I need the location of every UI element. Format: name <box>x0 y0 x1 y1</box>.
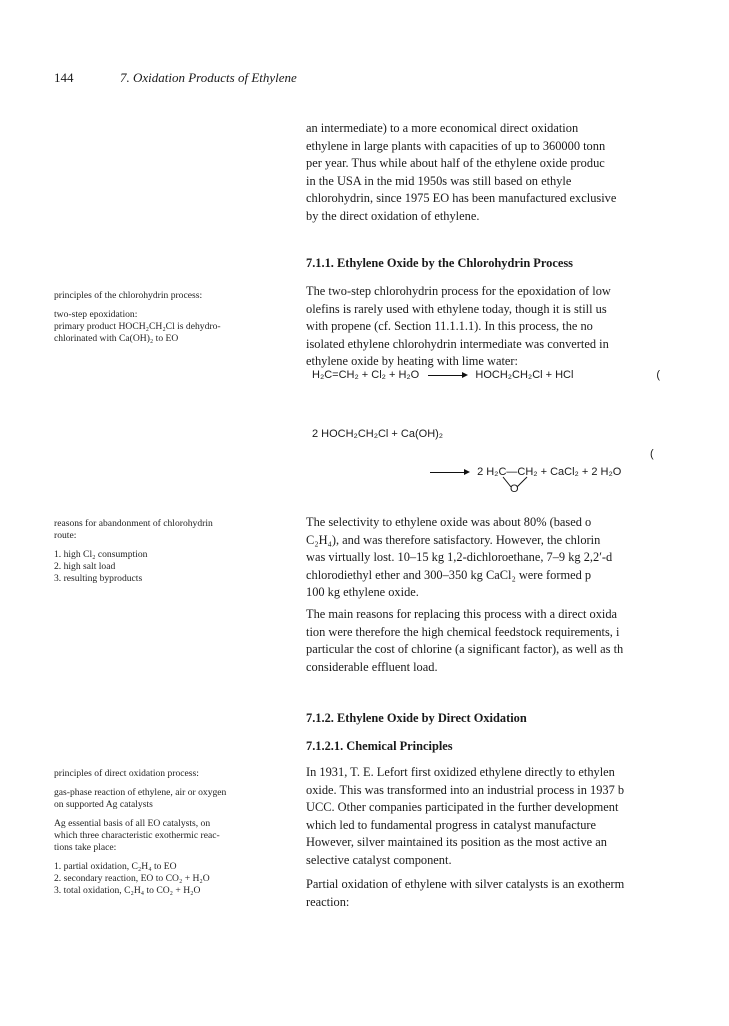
margin-note-direct-oxidation <box>54 768 279 897</box>
text-line: selective catalyst component. <box>306 852 452 867</box>
selectivity-paragraph <box>306 514 666 602</box>
text-line: However, silver maintained its position as the most active an <box>306 835 607 850</box>
text-line: 100 kg ethylene oxide. <box>306 585 419 600</box>
text-line: ethylene oxide by heating with lime water: <box>306 354 518 369</box>
equation-reactants: H₂C=CH₂ + Cl₂ + H₂O <box>312 369 420 381</box>
margin-note-line: two-step epoxidation: <box>54 309 138 320</box>
text-line: particular the cost of chlorine (a significant factor), as well as th <box>306 642 624 657</box>
margin-note-line: on supported Ag catalysts <box>54 799 153 810</box>
equation-products: 2 H₂C—CH₂ + CaCl₂ + 2 H₂O <box>477 466 622 478</box>
text-line: oxide. This was transformed into an industrial process in 1937 b <box>306 782 625 797</box>
margin-note-title: route: <box>54 530 77 541</box>
text-line: tion were therefore the high chemical feedstock requirements, i <box>306 624 620 639</box>
text-line: an intermediate) to a more economical direct oxidation <box>306 121 579 135</box>
text-line: chlorohydrin, since 1975 EO has been manufactured exclusive <box>306 191 617 206</box>
text-line: UCC. Other companies participated in the further development <box>306 800 619 815</box>
margin-note-line: tions take place: <box>54 842 117 853</box>
text-line: The main reasons for replacing this process with a direct oxida <box>306 607 618 621</box>
margin-note-line: chlorinated with Ca(OH)₂ to EO <box>54 333 179 344</box>
text-line: ethylene in large plants with capacities of up to 360000 tonn <box>306 138 606 153</box>
list-item: 3. resulting byproducts <box>54 573 143 584</box>
text-line: by the direct oxidation of ethylene. <box>306 208 480 223</box>
equation-2-reactants: 2 HOCH₂CH₂Cl + Ca(OH)₂ <box>312 428 444 440</box>
text-line: The selectivity to ethylene oxide was about 80% (based o <box>306 515 592 529</box>
text-line: in the USA in the mid 1950s was still based on ethyle <box>306 173 572 188</box>
list-item: 1. high Cl₂ consumption <box>54 549 148 560</box>
list-item: 3. total oxidation, C₂H₄ to CO₂ + H₂O <box>54 885 201 896</box>
text-line: reaction: <box>306 894 350 909</box>
margin-note-line: Ag essential basis of all EO catalysts, on <box>54 818 211 829</box>
equation-number: ( <box>656 369 660 381</box>
text-line: which led to fundamental progress in catalyst manufacture <box>306 817 597 832</box>
equation-2-products <box>424 466 664 478</box>
section-heading-7-1-2-1: 7.1.2.1. Chemical Principles <box>306 739 453 753</box>
list-item: 2. high salt load <box>54 561 116 572</box>
margin-note-title: principles of direct oxidation process: <box>54 768 199 779</box>
chapter-title: 7. Oxidation Products of Ethylene <box>120 70 297 85</box>
margin-note-line: primary product HOCH₂CH₂Cl is dehydro- <box>54 321 221 332</box>
section-heading-7-1-2: 7.1.2. Ethylene Oxide by Direct Oxidation <box>306 711 527 725</box>
list-item: 1. partial oxidation, C₂H₄ to EO <box>54 861 177 872</box>
margin-note-title: reasons for abandonment of chlorohydrin <box>54 518 213 529</box>
text-line: per year. Thus while about half of the ethylene oxide produc <box>306 156 605 171</box>
margin-note-line: which three characteristic exothermic reac- <box>54 830 220 841</box>
text-line: C₂H₄), and was therefore satisfactory. However, the chlorin <box>306 532 601 547</box>
intro-paragraph <box>306 120 666 226</box>
text-line: with propene (cf. Section 11.1.1.1). In this process, the no <box>306 319 593 334</box>
partial-oxidation-paragraph <box>306 876 666 911</box>
text-line: considerable effluent load. <box>306 659 438 674</box>
equation-2-number: ( <box>650 448 654 460</box>
text-line: The two-step chlorohydrin process for the epoxidation of low <box>306 284 611 298</box>
page-number: 144 <box>54 70 74 85</box>
text-line: olefins is rarely used with ethylene today, though it is still us <box>306 301 607 316</box>
epoxide-oxygen: O <box>510 483 519 495</box>
margin-note-chlorohydrin-principles <box>54 290 279 345</box>
section-heading-7-1-1: 7.1.1. Ethylene Oxide by the Chlorohydrin Process <box>306 256 573 270</box>
equation-1 <box>312 369 664 381</box>
margin-note-title: principles of the chlorohydrin process: <box>54 290 203 301</box>
list-item: 2. secondary reaction, EO to CO₂ + H₂O <box>54 873 210 884</box>
text-line: isolated ethylene chlorohydrin intermediate was converted in <box>306 336 609 351</box>
margin-note-line: gas-phase reaction of ethylene, air or oxygen <box>54 787 227 798</box>
reaction-arrow-icon <box>428 375 466 376</box>
reaction-arrow-icon <box>430 472 468 473</box>
text-line: In 1931, T. E. Lefort first oxidized ethylene directly to ethylen <box>306 765 615 779</box>
lefort-paragraph <box>306 764 666 870</box>
text-line: was virtually lost. 10–15 kg 1,2-dichloroethane, 7–9 kg 2,2′-d <box>306 550 613 565</box>
text-line: chlorodiethyl ether and 300–350 kg CaCl₂ were formed p <box>306 567 592 582</box>
reasons-paragraph <box>306 606 666 676</box>
margin-note-abandonment-reasons <box>54 518 279 585</box>
equation-products: HOCH₂CH₂Cl + HCl <box>475 369 574 381</box>
chlorohydrin-paragraph <box>306 283 666 371</box>
text-line: Partial oxidation of ethylene with silver catalysts is an exotherm <box>306 877 625 891</box>
